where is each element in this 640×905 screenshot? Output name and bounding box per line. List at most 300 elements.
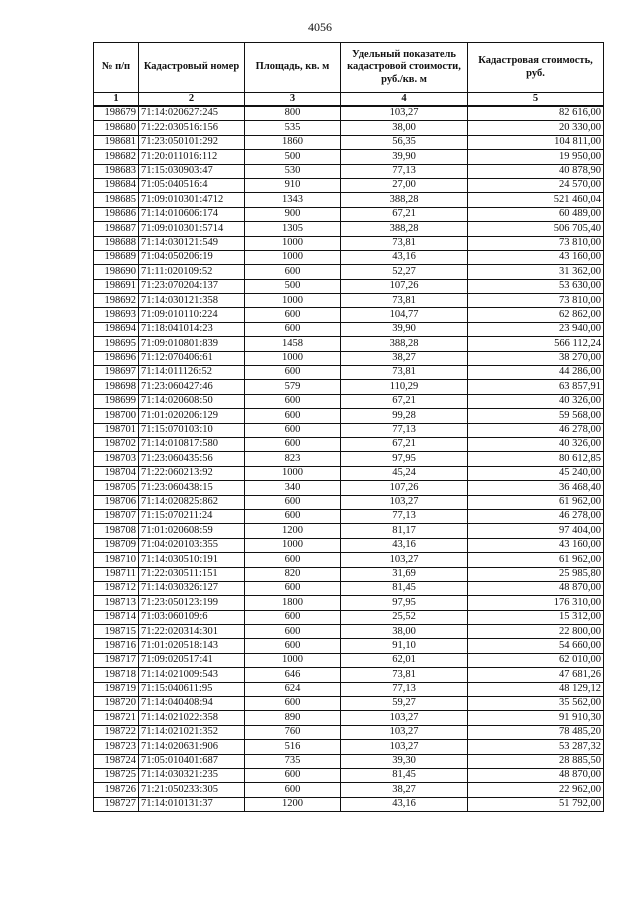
table-row bbox=[94, 797, 604, 811]
cell-cadastral-cost: 63 857,91 bbox=[468, 380, 604, 394]
cell-row-number: 198680 bbox=[94, 121, 139, 135]
cell-unit-value: 103,27 bbox=[341, 106, 468, 121]
table-row bbox=[94, 639, 604, 653]
cell-row-number: 198706 bbox=[94, 495, 139, 509]
cell-cadastral-cost: 104 811,00 bbox=[468, 135, 604, 149]
cell-area: 1860 bbox=[245, 135, 341, 149]
table-row bbox=[94, 682, 604, 696]
cell-cadastral-number: 71:14:021021:352 bbox=[139, 725, 245, 739]
cell-cadastral-cost: 46 278,00 bbox=[468, 509, 604, 523]
table-row bbox=[94, 567, 604, 581]
table-row bbox=[94, 193, 604, 207]
cell-cadastral-number: 71:04:020103:355 bbox=[139, 538, 245, 552]
cell-unit-value: 77,13 bbox=[341, 509, 468, 523]
cell-area: 600 bbox=[245, 553, 341, 567]
cell-cadastral-number: 71:09:010801:839 bbox=[139, 337, 245, 351]
cell-cadastral-number: 71:23:060435:56 bbox=[139, 452, 245, 466]
table-row bbox=[94, 610, 604, 624]
table-row bbox=[94, 740, 604, 754]
table-row bbox=[94, 322, 604, 336]
cell-cadastral-cost: 62 862,00 bbox=[468, 308, 604, 322]
cell-row-number: 198693 bbox=[94, 308, 139, 322]
table-row bbox=[94, 409, 604, 423]
cell-unit-value: 67,21 bbox=[341, 437, 468, 451]
cell-area: 1000 bbox=[245, 236, 341, 250]
cell-cadastral-number: 71:09:010301:5714 bbox=[139, 222, 245, 236]
cell-cadastral-number: 71:14:040408:94 bbox=[139, 697, 245, 711]
cell-unit-value: 56,35 bbox=[341, 135, 468, 149]
cell-row-number: 198688 bbox=[94, 236, 139, 250]
cell-unit-value: 73,81 bbox=[341, 366, 468, 380]
cell-row-number: 198698 bbox=[94, 380, 139, 394]
cell-cadastral-number: 71:23:060427:46 bbox=[139, 380, 245, 394]
table-row bbox=[94, 164, 604, 178]
cell-unit-value: 43,16 bbox=[341, 250, 468, 264]
cell-cadastral-number: 71:11:020109:52 bbox=[139, 265, 245, 279]
cell-unit-value: 388,28 bbox=[341, 337, 468, 351]
table-row bbox=[94, 581, 604, 595]
cell-area: 535 bbox=[245, 121, 341, 135]
cell-cadastral-cost: 43 160,00 bbox=[468, 538, 604, 552]
cell-area: 910 bbox=[245, 178, 341, 192]
cell-cadastral-number: 71:12:070406:61 bbox=[139, 351, 245, 365]
cell-area: 600 bbox=[245, 308, 341, 322]
cell-cadastral-number: 71:14:010817:580 bbox=[139, 437, 245, 451]
cell-row-number: 198726 bbox=[94, 783, 139, 797]
cell-cadastral-cost: 80 612,85 bbox=[468, 452, 604, 466]
cell-area: 600 bbox=[245, 495, 341, 509]
cell-cadastral-number: 71:22:030516:156 bbox=[139, 121, 245, 135]
cell-area: 890 bbox=[245, 711, 341, 725]
cell-area: 579 bbox=[245, 380, 341, 394]
table-row bbox=[94, 437, 604, 451]
table-row bbox=[94, 538, 604, 552]
cell-cadastral-cost: 36 468,40 bbox=[468, 481, 604, 495]
cell-area: 600 bbox=[245, 783, 341, 797]
cell-cadastral-cost: 20 330,00 bbox=[468, 121, 604, 135]
cell-cadastral-number: 71:14:020627:245 bbox=[139, 106, 245, 121]
table-body bbox=[94, 106, 604, 812]
cell-cadastral-number: 71:14:030321:235 bbox=[139, 768, 245, 782]
cell-row-number: 198703 bbox=[94, 452, 139, 466]
cell-cadastral-cost: 73 810,00 bbox=[468, 236, 604, 250]
cell-unit-value: 59,27 bbox=[341, 697, 468, 711]
cell-cadastral-cost: 97 404,00 bbox=[468, 524, 604, 538]
cell-row-number: 198687 bbox=[94, 222, 139, 236]
cell-cadastral-number: 71:15:040611:95 bbox=[139, 682, 245, 696]
cell-row-number: 198689 bbox=[94, 250, 139, 264]
cell-cadastral-cost: 54 660,00 bbox=[468, 639, 604, 653]
table-row bbox=[94, 783, 604, 797]
cell-row-number: 198709 bbox=[94, 538, 139, 552]
cell-row-number: 198696 bbox=[94, 351, 139, 365]
cell-cadastral-cost: 48 870,00 bbox=[468, 581, 604, 595]
cell-cadastral-number: 71:22:060213:92 bbox=[139, 466, 245, 480]
header-area: Площадь, кв. м bbox=[245, 43, 341, 93]
cell-row-number: 198708 bbox=[94, 524, 139, 538]
cell-unit-value: 110,29 bbox=[341, 380, 468, 394]
cell-cadastral-cost: 38 270,00 bbox=[468, 351, 604, 365]
cell-row-number: 198697 bbox=[94, 366, 139, 380]
table-row bbox=[94, 380, 604, 394]
cell-row-number: 198700 bbox=[94, 409, 139, 423]
table-row bbox=[94, 768, 604, 782]
column-number: 2 bbox=[139, 93, 245, 107]
cell-area: 1000 bbox=[245, 538, 341, 552]
cell-row-number: 198711 bbox=[94, 567, 139, 581]
cell-unit-value: 31,69 bbox=[341, 567, 468, 581]
cell-cadastral-cost: 22 962,00 bbox=[468, 783, 604, 797]
table-row bbox=[94, 596, 604, 610]
table-row bbox=[94, 423, 604, 437]
cell-cadastral-number: 71:14:030510:191 bbox=[139, 553, 245, 567]
cell-row-number: 198705 bbox=[94, 481, 139, 495]
table-row bbox=[94, 481, 604, 495]
table-row bbox=[94, 106, 604, 121]
table-row bbox=[94, 466, 604, 480]
cell-area: 1000 bbox=[245, 653, 341, 667]
column-number: 3 bbox=[245, 93, 341, 107]
header-unit-value: Удельный показатель кадастровой стоимости, руб./кв. м bbox=[341, 43, 468, 93]
cell-cadastral-number: 71:01:020518:143 bbox=[139, 639, 245, 653]
table-row bbox=[94, 236, 604, 250]
cell-area: 1800 bbox=[245, 596, 341, 610]
cell-cadastral-number: 71:14:021009:543 bbox=[139, 668, 245, 682]
cell-area: 624 bbox=[245, 682, 341, 696]
cell-area: 760 bbox=[245, 725, 341, 739]
cell-cadastral-number: 71:14:020608:50 bbox=[139, 394, 245, 408]
cell-unit-value: 104,77 bbox=[341, 308, 468, 322]
cell-unit-value: 73,81 bbox=[341, 294, 468, 308]
page-number: 4056 bbox=[308, 20, 332, 34]
cell-area: 1000 bbox=[245, 250, 341, 264]
cadastral-value-table bbox=[93, 42, 604, 812]
cell-unit-value: 77,13 bbox=[341, 164, 468, 178]
cell-unit-value: 43,16 bbox=[341, 797, 468, 811]
cell-row-number: 198701 bbox=[94, 423, 139, 437]
table-row bbox=[94, 135, 604, 149]
cell-cadastral-cost: 31 362,00 bbox=[468, 265, 604, 279]
table-row bbox=[94, 337, 604, 351]
cell-unit-value: 103,27 bbox=[341, 711, 468, 725]
cell-unit-value: 99,28 bbox=[341, 409, 468, 423]
cell-row-number: 198718 bbox=[94, 668, 139, 682]
cell-area: 800 bbox=[245, 106, 341, 121]
cell-unit-value: 67,21 bbox=[341, 207, 468, 221]
cell-unit-value: 73,81 bbox=[341, 668, 468, 682]
cell-cadastral-cost: 15 312,00 bbox=[468, 610, 604, 624]
cell-unit-value: 388,28 bbox=[341, 193, 468, 207]
cell-cadastral-cost: 78 485,20 bbox=[468, 725, 604, 739]
cell-cadastral-number: 71:14:021022:358 bbox=[139, 711, 245, 725]
cell-row-number: 198713 bbox=[94, 596, 139, 610]
cell-cadastral-number: 71:18:041014:23 bbox=[139, 322, 245, 336]
cell-cadastral-number: 71:09:010110:224 bbox=[139, 308, 245, 322]
cell-area: 1343 bbox=[245, 193, 341, 207]
cell-row-number: 198699 bbox=[94, 394, 139, 408]
cell-unit-value: 107,26 bbox=[341, 279, 468, 293]
table-row bbox=[94, 250, 604, 264]
cell-area: 820 bbox=[245, 567, 341, 581]
cell-area: 600 bbox=[245, 437, 341, 451]
cell-cadastral-number: 71:05:010401:687 bbox=[139, 754, 245, 768]
cell-row-number: 198720 bbox=[94, 697, 139, 711]
column-number: 1 bbox=[94, 93, 139, 107]
cell-cadastral-cost: 28 885,50 bbox=[468, 754, 604, 768]
cell-cadastral-number: 71:14:020631:906 bbox=[139, 740, 245, 754]
cell-unit-value: 77,13 bbox=[341, 682, 468, 696]
cell-cadastral-cost: 22 800,00 bbox=[468, 625, 604, 639]
cell-unit-value: 25,52 bbox=[341, 610, 468, 624]
cell-unit-value: 62,01 bbox=[341, 653, 468, 667]
table-row bbox=[94, 495, 604, 509]
table-row bbox=[94, 207, 604, 221]
cell-unit-value: 81,17 bbox=[341, 524, 468, 538]
cell-area: 600 bbox=[245, 639, 341, 653]
cell-cadastral-cost: 73 810,00 bbox=[468, 294, 604, 308]
cell-cadastral-cost: 51 792,00 bbox=[468, 797, 604, 811]
cell-cadastral-number: 71:14:011126:52 bbox=[139, 366, 245, 380]
cell-cadastral-number: 71:23:060438:15 bbox=[139, 481, 245, 495]
cell-unit-value: 103,27 bbox=[341, 495, 468, 509]
cell-row-number: 198717 bbox=[94, 653, 139, 667]
cell-unit-value: 67,21 bbox=[341, 394, 468, 408]
cell-cadastral-cost: 62 010,00 bbox=[468, 653, 604, 667]
cell-row-number: 198684 bbox=[94, 178, 139, 192]
cell-cadastral-cost: 25 985,80 bbox=[468, 567, 604, 581]
cell-unit-value: 97,95 bbox=[341, 596, 468, 610]
table-row bbox=[94, 121, 604, 135]
cell-cadastral-number: 71:09:010301:4712 bbox=[139, 193, 245, 207]
cell-cadastral-cost: 521 460,04 bbox=[468, 193, 604, 207]
cell-unit-value: 107,26 bbox=[341, 481, 468, 495]
cell-unit-value: 81,45 bbox=[341, 768, 468, 782]
cell-unit-value: 39,30 bbox=[341, 754, 468, 768]
cell-cadastral-cost: 35 562,00 bbox=[468, 697, 604, 711]
cell-row-number: 198727 bbox=[94, 797, 139, 811]
table-row bbox=[94, 754, 604, 768]
cell-cadastral-cost: 61 962,00 bbox=[468, 495, 604, 509]
cell-cadastral-number: 71:15:070211:24 bbox=[139, 509, 245, 523]
cell-unit-value: 39,90 bbox=[341, 150, 468, 164]
cell-unit-value: 27,00 bbox=[341, 178, 468, 192]
table-row bbox=[94, 452, 604, 466]
cell-cadastral-number: 71:21:050233:305 bbox=[139, 783, 245, 797]
cell-row-number: 198714 bbox=[94, 610, 139, 624]
cell-area: 530 bbox=[245, 164, 341, 178]
cell-row-number: 198725 bbox=[94, 768, 139, 782]
cell-cadastral-number: 71:05:040516:4 bbox=[139, 178, 245, 192]
table-row bbox=[94, 509, 604, 523]
cell-row-number: 198707 bbox=[94, 509, 139, 523]
cell-area: 600 bbox=[245, 509, 341, 523]
cell-area: 600 bbox=[245, 366, 341, 380]
cell-unit-value: 91,10 bbox=[341, 639, 468, 653]
cell-area: 1458 bbox=[245, 337, 341, 351]
cell-cadastral-number: 71:14:010606:174 bbox=[139, 207, 245, 221]
table-row bbox=[94, 351, 604, 365]
cell-row-number: 198722 bbox=[94, 725, 139, 739]
table-row bbox=[94, 308, 604, 322]
cell-unit-value: 43,16 bbox=[341, 538, 468, 552]
cell-cadastral-number: 71:15:030903:47 bbox=[139, 164, 245, 178]
table-row bbox=[94, 366, 604, 380]
cell-area: 600 bbox=[245, 423, 341, 437]
cell-row-number: 198692 bbox=[94, 294, 139, 308]
cell-cadastral-cost: 53 287,32 bbox=[468, 740, 604, 754]
table-row bbox=[94, 711, 604, 725]
cell-cadastral-cost: 48 870,00 bbox=[468, 768, 604, 782]
cell-unit-value: 52,27 bbox=[341, 265, 468, 279]
cell-unit-value: 103,27 bbox=[341, 553, 468, 567]
cell-row-number: 198723 bbox=[94, 740, 139, 754]
cell-cadastral-cost: 40 326,00 bbox=[468, 394, 604, 408]
cell-cadastral-cost: 45 240,00 bbox=[468, 466, 604, 480]
cell-area: 500 bbox=[245, 279, 341, 293]
cell-cadastral-cost: 82 616,00 bbox=[468, 106, 604, 121]
cell-unit-value: 81,45 bbox=[341, 581, 468, 595]
cell-row-number: 198690 bbox=[94, 265, 139, 279]
cell-area: 1000 bbox=[245, 351, 341, 365]
cell-cadastral-number: 71:23:050101:292 bbox=[139, 135, 245, 149]
table-row bbox=[94, 222, 604, 236]
cell-area: 600 bbox=[245, 697, 341, 711]
cell-cadastral-number: 71:15:070103:10 bbox=[139, 423, 245, 437]
cell-area: 600 bbox=[245, 394, 341, 408]
table-row bbox=[94, 178, 604, 192]
cell-cadastral-cost: 44 286,00 bbox=[468, 366, 604, 380]
table-row bbox=[94, 524, 604, 538]
cell-cadastral-cost: 43 160,00 bbox=[468, 250, 604, 264]
cell-row-number: 198704 bbox=[94, 466, 139, 480]
cell-row-number: 198712 bbox=[94, 581, 139, 595]
table-row bbox=[94, 625, 604, 639]
cell-row-number: 198716 bbox=[94, 639, 139, 653]
cell-area: 1000 bbox=[245, 466, 341, 480]
cell-unit-value: 73,81 bbox=[341, 236, 468, 250]
cell-unit-value: 97,95 bbox=[341, 452, 468, 466]
cell-cadastral-number: 71:09:020517:41 bbox=[139, 653, 245, 667]
cell-area: 600 bbox=[245, 409, 341, 423]
cell-row-number: 198721 bbox=[94, 711, 139, 725]
cell-row-number: 198724 bbox=[94, 754, 139, 768]
table-row bbox=[94, 653, 604, 667]
cell-unit-value: 38,27 bbox=[341, 783, 468, 797]
cell-area: 600 bbox=[245, 610, 341, 624]
cell-row-number: 198710 bbox=[94, 553, 139, 567]
table-header bbox=[94, 43, 604, 107]
cell-cadastral-cost: 91 910,30 bbox=[468, 711, 604, 725]
cell-cadastral-number: 71:22:020314:301 bbox=[139, 625, 245, 639]
cell-cadastral-cost: 23 940,00 bbox=[468, 322, 604, 336]
column-number: 4 bbox=[341, 93, 468, 107]
cell-cadastral-cost: 40 878,90 bbox=[468, 164, 604, 178]
column-number: 5 bbox=[468, 93, 604, 107]
cell-cadastral-number: 71:14:030121:549 bbox=[139, 236, 245, 250]
cell-unit-value: 38,00 bbox=[341, 121, 468, 135]
cell-unit-value: 38,27 bbox=[341, 351, 468, 365]
table-row bbox=[94, 294, 604, 308]
cell-area: 600 bbox=[245, 265, 341, 279]
cell-cadastral-number: 71:14:010131:37 bbox=[139, 797, 245, 811]
cell-area: 735 bbox=[245, 754, 341, 768]
cell-cadastral-cost: 19 950,00 bbox=[468, 150, 604, 164]
cell-row-number: 198685 bbox=[94, 193, 139, 207]
cell-area: 340 bbox=[245, 481, 341, 495]
cell-area: 600 bbox=[245, 768, 341, 782]
cell-cadastral-cost: 61 962,00 bbox=[468, 553, 604, 567]
cell-area: 516 bbox=[245, 740, 341, 754]
table-row bbox=[94, 394, 604, 408]
table-row bbox=[94, 265, 604, 279]
cell-cadastral-number: 71:04:050206:19 bbox=[139, 250, 245, 264]
cell-row-number: 198691 bbox=[94, 279, 139, 293]
table-row bbox=[94, 150, 604, 164]
cell-cadastral-number: 71:01:020608:59 bbox=[139, 524, 245, 538]
table-row bbox=[94, 279, 604, 293]
cell-cadastral-number: 71:14:030121:358 bbox=[139, 294, 245, 308]
cell-row-number: 198694 bbox=[94, 322, 139, 336]
header-cadastral-number: Кадастровый номер bbox=[139, 43, 245, 93]
cell-unit-value: 103,27 bbox=[341, 740, 468, 754]
cell-cadastral-cost: 506 705,40 bbox=[468, 222, 604, 236]
cell-cadastral-cost: 40 326,00 bbox=[468, 437, 604, 451]
cell-area: 1200 bbox=[245, 524, 341, 538]
cell-cadastral-number: 71:23:050123:199 bbox=[139, 596, 245, 610]
cell-cadastral-cost: 46 278,00 bbox=[468, 423, 604, 437]
cell-cadastral-cost: 47 681,26 bbox=[468, 668, 604, 682]
cell-cadastral-cost: 48 129,12 bbox=[468, 682, 604, 696]
cell-area: 1305 bbox=[245, 222, 341, 236]
cell-row-number: 198682 bbox=[94, 150, 139, 164]
cell-cadastral-number: 71:23:070204:137 bbox=[139, 279, 245, 293]
cell-cadastral-cost: 24 570,00 bbox=[468, 178, 604, 192]
cell-cadastral-cost: 53 630,00 bbox=[468, 279, 604, 293]
cell-cadastral-cost: 176 310,00 bbox=[468, 596, 604, 610]
cell-area: 900 bbox=[245, 207, 341, 221]
cell-cadastral-number: 71:14:030326:127 bbox=[139, 581, 245, 595]
cell-cadastral-number: 71:20:011016:112 bbox=[139, 150, 245, 164]
cell-cadastral-cost: 566 112,24 bbox=[468, 337, 604, 351]
cell-area: 600 bbox=[245, 581, 341, 595]
cell-area: 646 bbox=[245, 668, 341, 682]
cell-row-number: 198719 bbox=[94, 682, 139, 696]
cell-cadastral-number: 71:22:030511:151 bbox=[139, 567, 245, 581]
cell-row-number: 198679 bbox=[94, 106, 139, 121]
cell-area: 600 bbox=[245, 322, 341, 336]
table-row bbox=[94, 725, 604, 739]
cell-unit-value: 103,27 bbox=[341, 725, 468, 739]
cell-area: 500 bbox=[245, 150, 341, 164]
cell-cadastral-cost: 59 568,00 bbox=[468, 409, 604, 423]
cell-row-number: 198695 bbox=[94, 337, 139, 351]
cell-cadastral-number: 71:03:060109:6 bbox=[139, 610, 245, 624]
cell-row-number: 198681 bbox=[94, 135, 139, 149]
cell-unit-value: 38,00 bbox=[341, 625, 468, 639]
cell-area: 600 bbox=[245, 625, 341, 639]
cell-area: 823 bbox=[245, 452, 341, 466]
cell-unit-value: 388,28 bbox=[341, 222, 468, 236]
header-row-number: № п/п bbox=[94, 43, 139, 93]
cell-cadastral-number: 71:01:020206:129 bbox=[139, 409, 245, 423]
cell-row-number: 198715 bbox=[94, 625, 139, 639]
cell-row-number: 198702 bbox=[94, 437, 139, 451]
cell-row-number: 198683 bbox=[94, 164, 139, 178]
cell-area: 1200 bbox=[245, 797, 341, 811]
cell-area: 1000 bbox=[245, 294, 341, 308]
cell-cadastral-number: 71:14:020825:862 bbox=[139, 495, 245, 509]
cell-cadastral-cost: 60 489,00 bbox=[468, 207, 604, 221]
